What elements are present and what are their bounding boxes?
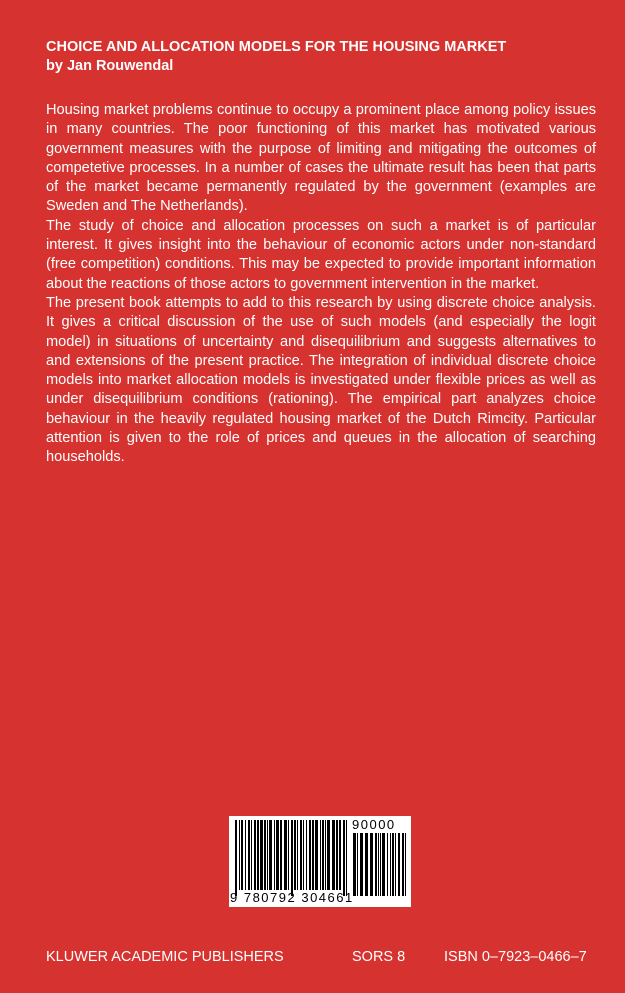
blurb <box>46 101 596 468</box>
barcode-bar <box>320 820 321 890</box>
isbn-number: ISBN 0–7923–0466–7 <box>444 949 587 965</box>
barcode-bar <box>239 820 240 890</box>
barcode-bar <box>264 820 266 890</box>
barcode-addon-bar <box>360 833 363 896</box>
barcode-addon-bar <box>375 833 377 896</box>
barcode-bar <box>332 820 335 890</box>
barcode-bar <box>300 820 302 890</box>
barcode-bar <box>235 820 237 896</box>
barcode-bar <box>322 820 324 890</box>
barcode-bar <box>288 820 289 890</box>
blurb-paragraph-3: The present book attempts to add to this research by using discrete choice analysis. It gives a critical discussion of the use of such models (and especially the logit model) in situations of uncertainty and disequilibrium and suggests alternatives to and extensions of the present practice. The integration of individual discrete choice models into market allocation models is investigated under flexible prices as well as under disequilibrium conditions (rationing). The empirical part analyzes choice behaviour in the heavily regulated housing market of the Dutch Rimcity. Particular attention is given to the role of prices and queues in the allocation of searching households. <box>46 294 596 466</box>
barcode-addon-bar <box>382 833 385 896</box>
barcode-addon-bar <box>398 833 400 896</box>
barcode-bar <box>257 820 259 890</box>
barcode-bar <box>269 820 272 890</box>
barcode-addon-bar <box>392 833 394 896</box>
barcode-bar <box>284 820 287 890</box>
barcode-bar <box>291 820 293 896</box>
series-number: SORS 8 <box>352 949 406 965</box>
barcode-bar <box>267 820 268 890</box>
barcode-bar <box>336 820 338 890</box>
barcode-bar <box>254 820 256 890</box>
barcode-bar <box>280 820 282 890</box>
barcode-bar <box>297 820 298 890</box>
barcode-addon-bar <box>405 833 406 896</box>
barcode-bar <box>306 820 307 890</box>
barcode-addon-bar <box>387 833 388 896</box>
barcode-bar <box>251 820 252 890</box>
barcode-bar <box>309 820 311 890</box>
barcode-addon-bar <box>353 833 356 896</box>
barcode-bar <box>339 820 341 890</box>
title-block <box>46 38 606 76</box>
barcode-bar <box>315 820 318 890</box>
barcode-bar <box>276 820 279 890</box>
blurb-paragraph-1: Housing market problems continue to occupy a prominent place among policy issues in many countries. The poor functioning of this market has motivated various government measures with the purpose of limiting and mitigating the outcomes of competetive processes. In a number of cases the ultimate result has been that parts of the market became permanently regulated by the government (examples are Sweden and The Netherlands). <box>46 102 596 215</box>
barcode-bar <box>245 820 246 890</box>
barcode-bar <box>325 820 326 890</box>
book-title: CHOICE AND ALLOCATION MODELS FOR THE HOUSING MARKET <box>46 39 507 55</box>
barcode-bar <box>312 820 314 890</box>
book-author: by Jan Rouwendal <box>46 58 174 74</box>
barcode-bar <box>248 820 250 890</box>
blurb-paragraph-2: The study of choice and allocation processes on such a market is of particular interest. It gives insight into the behaviour of economic actors under non-standard (free competition) conditions. This may be expected to provide important information about the reactions of those actors to government intervention in the market. <box>46 217 596 292</box>
barcode-bar <box>327 820 330 890</box>
barcode-addon-bar <box>390 833 391 896</box>
barcode-bar <box>274 820 275 890</box>
barcode-bar <box>294 820 296 890</box>
barcode-bar <box>346 820 347 896</box>
barcode-bar <box>241 820 243 890</box>
barcode-bar <box>260 820 263 890</box>
publisher-name: KLUWER ACADEMIC PUBLISHERS <box>46 949 284 965</box>
barcode-addon-bar <box>378 833 379 896</box>
barcode-bar <box>303 820 304 890</box>
barcode-addon-bar <box>395 833 396 896</box>
barcode-addon-bar <box>365 833 368 896</box>
barcode-addon-bar <box>380 833 381 896</box>
barcode-isbn-digits: 9 780792 304661 <box>230 890 354 905</box>
barcode-bar <box>343 820 345 896</box>
barcode-addon-bar <box>357 833 358 896</box>
barcode-addon-bar <box>370 833 373 896</box>
barcode-addon-bar <box>402 833 404 896</box>
barcode-addon-digits: 90000 <box>352 817 396 832</box>
